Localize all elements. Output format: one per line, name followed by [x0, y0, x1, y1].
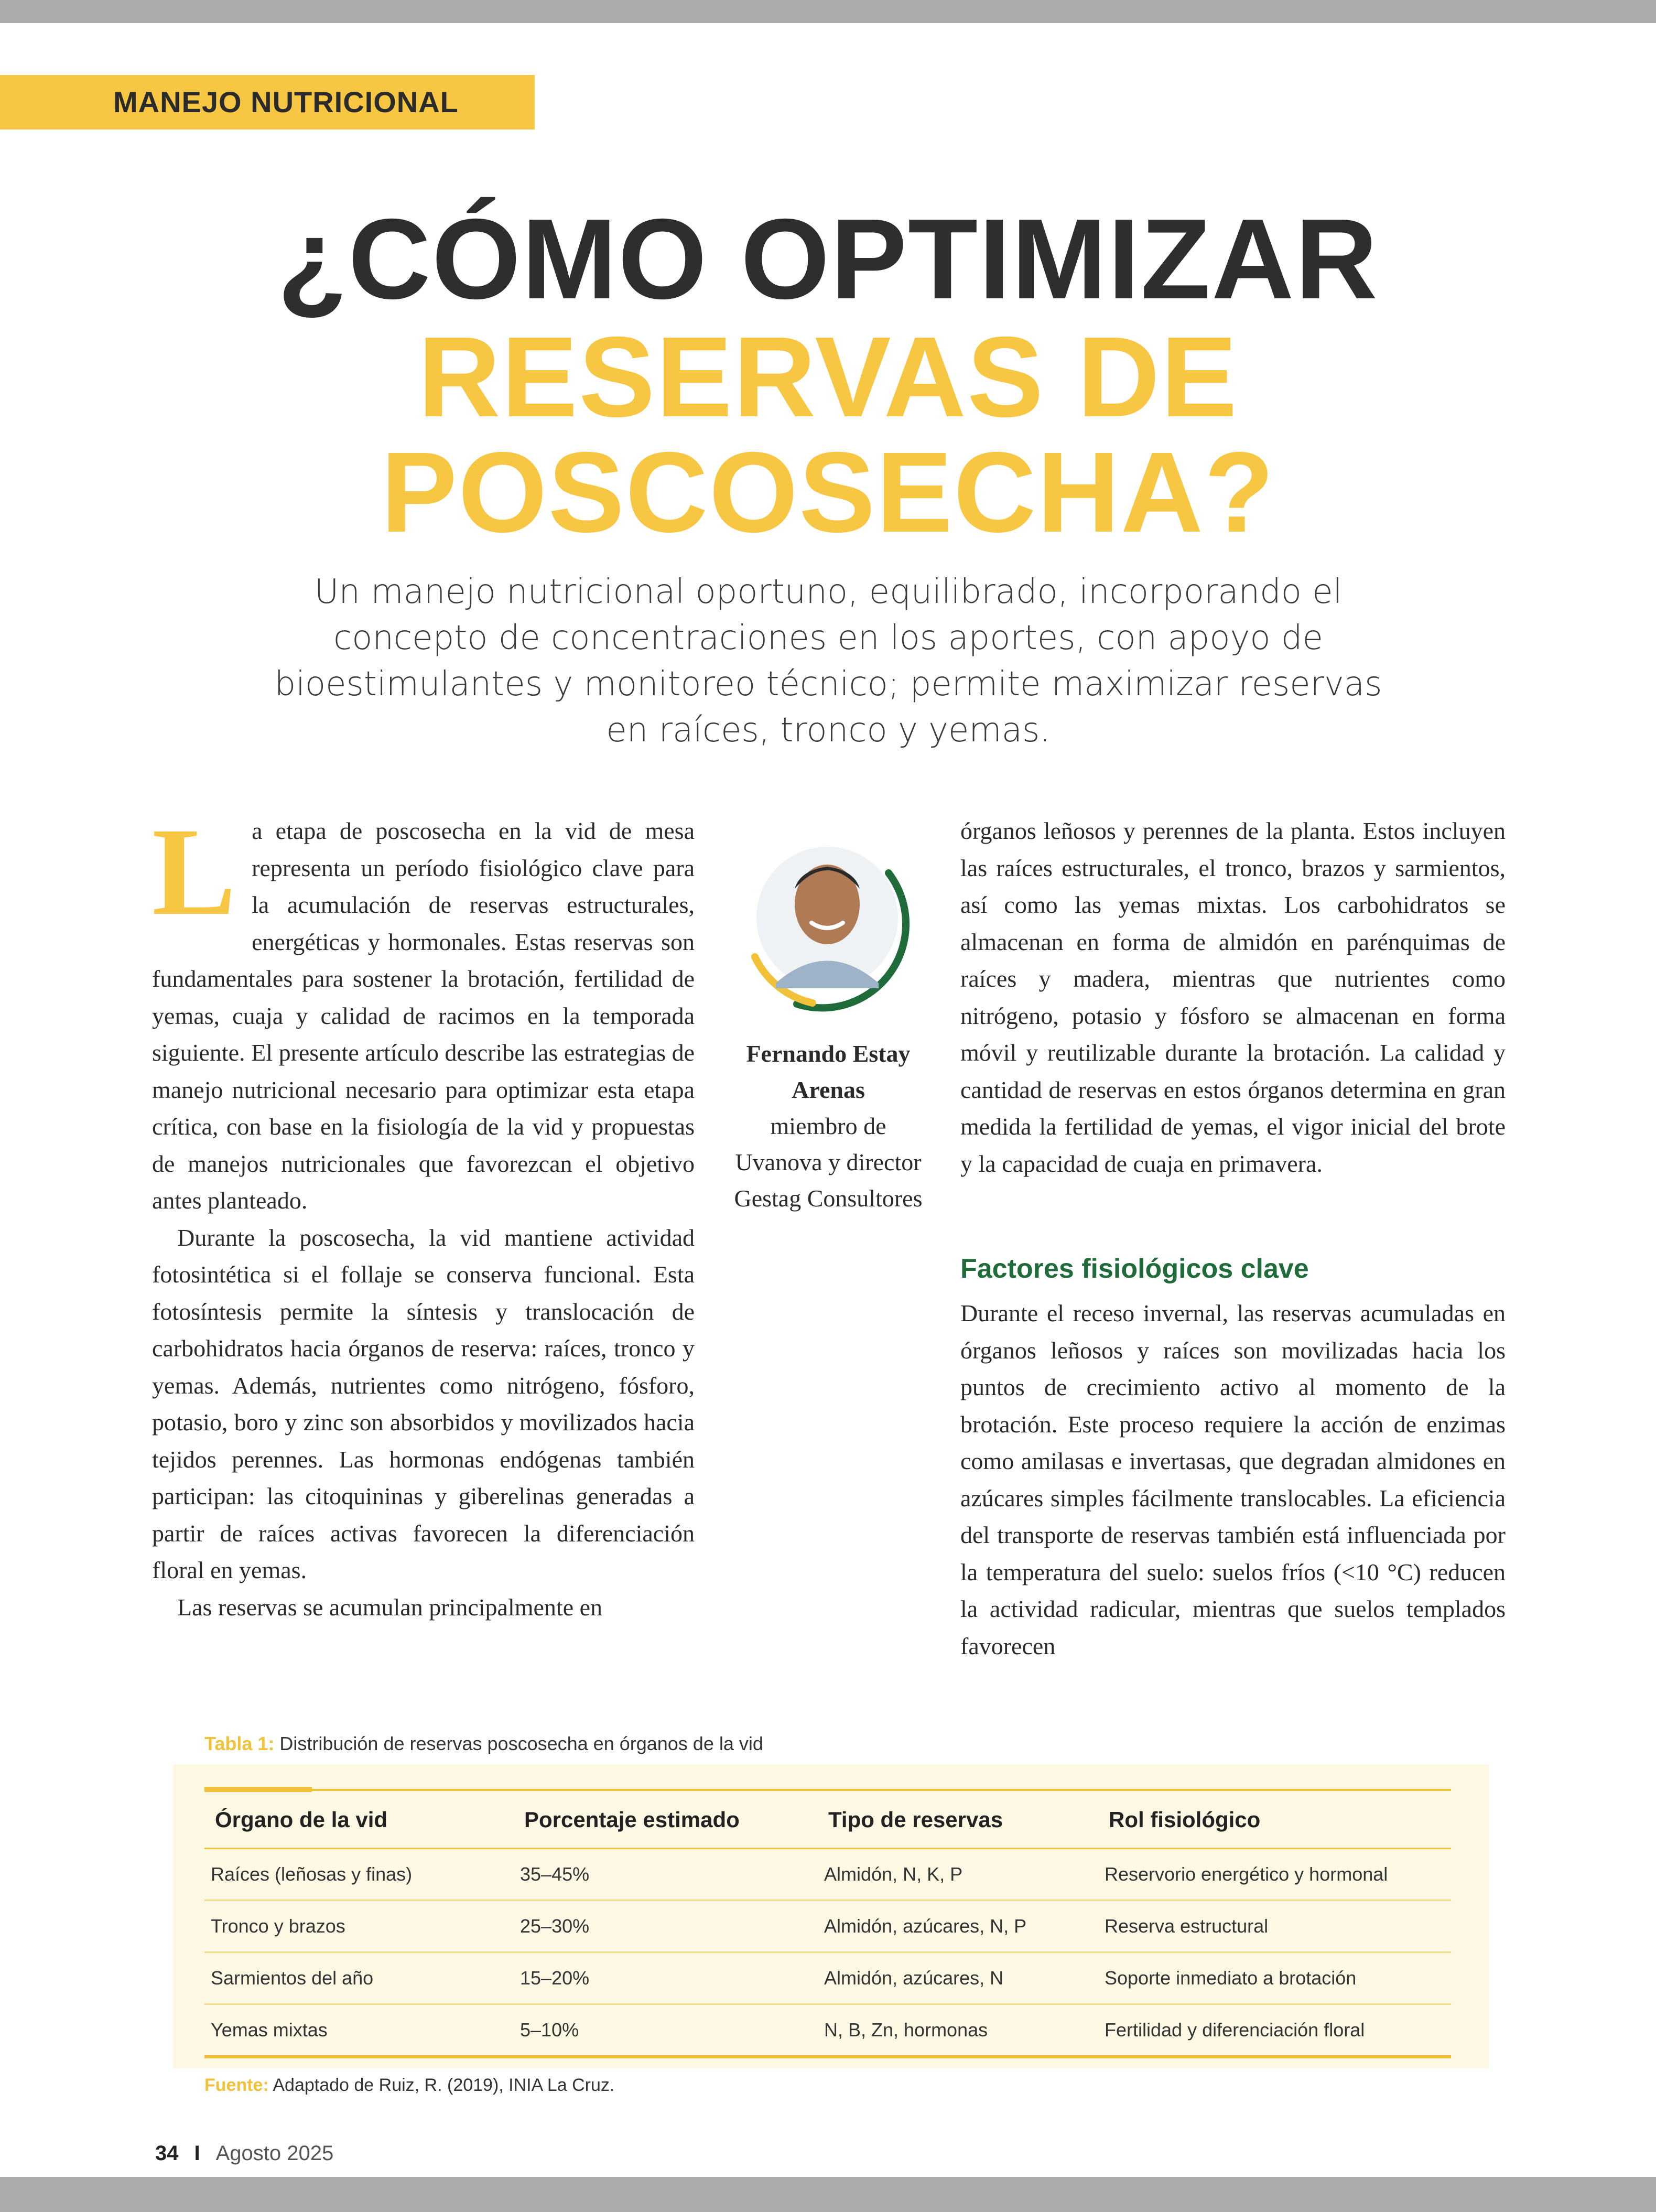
issue-date: Agosto 2025	[215, 2142, 334, 2165]
author-photo	[734, 826, 923, 1015]
author-byline	[708, 1035, 949, 1216]
bottom-border	[0, 2177, 1656, 2212]
table-cell: Soporte inmediato a brotación	[1098, 1952, 1451, 2004]
table-cell: Reservorio energético y hormonal	[1098, 1849, 1451, 1901]
table-caption	[204, 1733, 763, 1755]
table-cell: 35–45%	[514, 1849, 818, 1901]
section-tag: MANEJO NUTRICIONAL	[0, 75, 535, 130]
table-accent-bar	[204, 1787, 312, 1792]
table-cell: Almidón, N, K, P	[818, 1849, 1098, 1901]
article-column-2	[960, 813, 1506, 1182]
table-cell: Raíces (leñosas y finas)	[204, 1849, 514, 1901]
table-row	[204, 2004, 1451, 2057]
table-cell: Almidón, azúcares, N	[818, 1952, 1098, 2004]
author-role-3: Gestag Consultores	[734, 1185, 923, 1212]
article-column-2-continued	[960, 1295, 1506, 1665]
subtitle: Un manejo nutricional oportuno, equilibrado, incorporando el concepto de concentraciones en los aportes, con apoyo de bioestimulantes y monitoreo técnico; permite maximizar reservas en raíces, tronco y yemas.	[274, 573, 1382, 750]
page-number: 34	[155, 2142, 179, 2165]
author-role-1: miembro de	[770, 1113, 886, 1139]
paragraph-2: Durante la poscosecha, la vid mantiene actividad fotosintética si el follaje se conserva funcional. Esta fotosíntesis permite la síntesis y translocación de carbohidratos hacia órganos de reserva: raíces, tronco y yemas. Además, nutrientes como nitrógeno, fósforo, potasio, boro y zinc son absorbidos y movilizados hacia tejidos perennes. Las hormonas endógenas también participan: las citoquininas y giberelinas generadas a partir de raíces activas favorecen la diferenciación floral en yemas.	[152, 1224, 695, 1583]
table-cell: Almidón, azúcares, N, P	[818, 1901, 1098, 1952]
table-cell: 5–10%	[514, 2004, 818, 2057]
table-source	[204, 2075, 614, 2096]
table-row	[204, 1952, 1451, 2004]
title-line-1: ¿CÓMO OPTIMIZAR	[277, 196, 1379, 323]
page-footer	[155, 2142, 333, 2165]
paragraph-5: Durante el receso invernal, las reservas acumuladas en órganos leñosos y raíces son movilizadas hacia los puntos de crecimiento activo al momento de la brotación. Este proceso requiere la acción de enzimas como amilasas e invertasas, que degradan almidones en azúcares simples fácilmente translocables. La eficiencia del transporte de reservas también está influenciada por la temperatura del suelo: suelos fríos (<10 °C) reducen la actividad radicular, mientras que suelos templados favorecen	[960, 1300, 1506, 1659]
table-header-cell: Rol fisiológico	[1098, 1792, 1451, 1849]
reserves-table	[204, 1792, 1451, 2058]
section-subheading: Factores fisiológicos clave	[960, 1254, 1309, 1284]
table-cell: 25–30%	[514, 1901, 818, 1952]
author-name-2: Arenas	[792, 1076, 865, 1103]
table-header-cell: Porcentaje estimado	[514, 1792, 818, 1849]
table-cell: Fertilidad y diferenciación floral	[1098, 2004, 1451, 2057]
paragraph-4: órganos leñosos y perennes de la planta. Estos incluyen las raíces estructurales, el tronco, brazos y sarmientos, así como las yemas mixtas. Los carbohidratos se almacenan en forma de almidón en parénquimas de raíces y madera, mientras que nutrientes como nitrógeno, potasio y fósforo se almacenan en forma móvil y reutilizable durante la brotación. La calidad y cantidad de reservas en estos órganos determina en gran medida la fertilidad de yemas, el vigor inicial del brote y la capacidad de cuaja en primavera.	[960, 817, 1506, 1177]
table-cell: Yemas mixtas	[204, 2004, 514, 2057]
table-cell: 15–20%	[514, 1952, 818, 2004]
author-name-1: Fernando Estay	[746, 1040, 911, 1067]
table-header-row	[204, 1792, 1451, 1849]
table-header-cell: Órgano de la vid	[204, 1792, 514, 1849]
table-source-label: Fuente:	[204, 2075, 269, 2095]
table-cell: Reserva estructural	[1098, 1901, 1451, 1952]
table-top-rule	[204, 1789, 1451, 1791]
table-cell: Sarmientos del año	[204, 1952, 514, 2004]
paragraph-1: a etapa de poscosecha en la vid de mesa representa un período fisiológico clave para la acumulación de reservas estructurales, energéticas y hormonales. Estas reservas son fundamentales para sostener la brotación, fertilidad de yemas, cuaja y calidad de racimos en la temporada siguiente. El presente artículo describe las estrategias de manejo nutricional necesario para optimizar esta etapa crítica, con base en la fisiología de la vid y propuestas de manejos nutricionales que favorezcan el objetivo antes planteado.	[152, 817, 695, 1214]
top-border	[0, 0, 1656, 23]
title-line-2: RESERVAS DE	[418, 314, 1238, 441]
table-row	[204, 1849, 1451, 1901]
table-source-text: Adaptado de Ruiz, R. (2019), INIA La Cruz.	[268, 2075, 615, 2095]
article-column-1	[152, 802, 695, 1626]
author-role-2: Uvanova y director	[735, 1149, 922, 1175]
title-line-3: POSCOSECHA?	[381, 429, 1275, 556]
footer-separator: I	[194, 2142, 200, 2165]
table-caption-text: Distribución de reservas poscosecha en órganos de la vid	[274, 1733, 763, 1754]
table-row	[204, 1901, 1451, 1952]
table-header-cell: Tipo de reservas	[818, 1792, 1098, 1849]
table-cell: Tronco y brazos	[204, 1901, 514, 1952]
table-caption-label: Tabla 1:	[204, 1733, 275, 1754]
drop-cap: L	[152, 802, 236, 941]
table-cell: N, B, Zn, hormonas	[818, 2004, 1098, 2057]
paragraph-3: Las reservas se acumulan principalmente en	[177, 1593, 603, 1621]
